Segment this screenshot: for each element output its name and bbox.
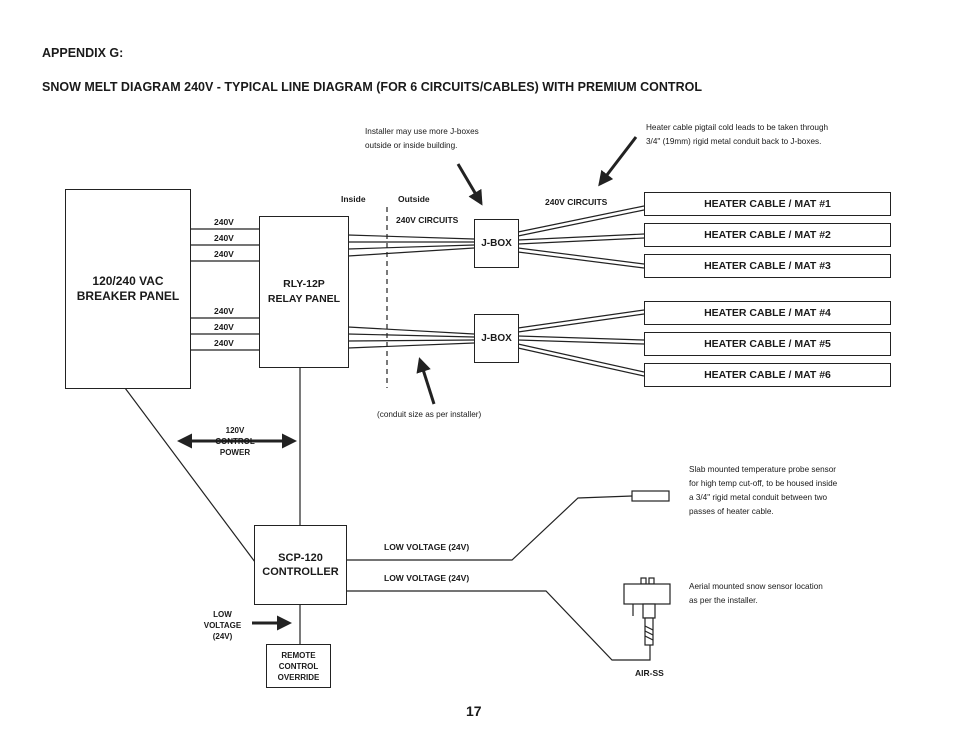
heater-mat-3: HEATER CABLE / MAT #3 xyxy=(644,254,891,278)
heater-mat-2: HEATER CABLE / MAT #2 xyxy=(644,223,891,247)
heater-mat-1: HEATER CABLE / MAT #1 xyxy=(644,192,891,216)
circuits-label-left: 240V CIRCUITS xyxy=(396,215,459,225)
appendix-label: APPENDIX G: xyxy=(42,46,124,60)
heater-mat-6: HEATER CABLE / MAT #6 xyxy=(644,363,891,387)
remote-override: REMOTE CONTROL OVERRIDE xyxy=(266,644,331,688)
outside-label: Outside xyxy=(398,194,430,204)
page-title: SNOW MELT DIAGRAM 240V - TYPICAL LINE DIAGRAM (FOR 6 CIRCUITS/CABLES) WITH PREMIUM CONTROL xyxy=(42,80,702,94)
remote-voltage-label: LOW VOLTAGE (24V) xyxy=(203,610,242,641)
jbox-bottom: J-BOX xyxy=(474,314,519,363)
slab-sensor-icon xyxy=(632,491,669,501)
voltage-label: 240V xyxy=(214,338,234,348)
low-voltage-label-1: LOW VOLTAGE (24V) xyxy=(384,542,470,552)
voltage-label: 240V xyxy=(214,233,234,243)
inside-label: Inside xyxy=(341,194,366,204)
jbox-note: Installer may use more J-boxes outside or inside building. xyxy=(365,127,479,150)
aerial-sensor-note: Aerial mounted snow sensor location as per the installer. xyxy=(689,582,823,605)
heater-mat-5: HEATER CABLE / MAT #5 xyxy=(644,332,891,356)
conduit-note: (conduit size as per installer) xyxy=(377,410,482,419)
voltage-label: 240V xyxy=(214,249,234,259)
voltage-label: 240V xyxy=(214,217,234,227)
jbox-top: J-BOX xyxy=(474,219,519,268)
pigtail-note: Heater cable pigtail cold leads to be taken through 3/4" (19mm) rigid metal conduit back to J-boxes. xyxy=(646,123,829,146)
page-number: 17 xyxy=(466,703,482,719)
heater-mat-4: HEATER CABLE / MAT #4 xyxy=(644,301,891,325)
low-voltage-label-2: LOW VOLTAGE (24V) xyxy=(384,573,470,583)
controller: SCP-120 CONTROLLER xyxy=(254,525,347,605)
breaker-panel: 120/240 VAC BREAKER PANEL xyxy=(65,189,191,389)
voltage-label: 240V xyxy=(214,306,234,316)
relay-panel: RLY-12P RELAY PANEL xyxy=(259,216,349,368)
air-ss-label: AIR-SS xyxy=(635,668,664,678)
slab-sensor-note: Slab mounted temperature probe sensor for high temp cut-off, to be housed inside a 3/4" rigid metal conduit between two passes of heater cable. xyxy=(689,465,838,516)
circuits-label-right: 240V CIRCUITS xyxy=(545,197,608,207)
voltage-label: 240V xyxy=(214,322,234,332)
control-power-label: 120V CONTROL POWER xyxy=(215,426,255,457)
aerial-sensor-icon xyxy=(624,578,670,645)
